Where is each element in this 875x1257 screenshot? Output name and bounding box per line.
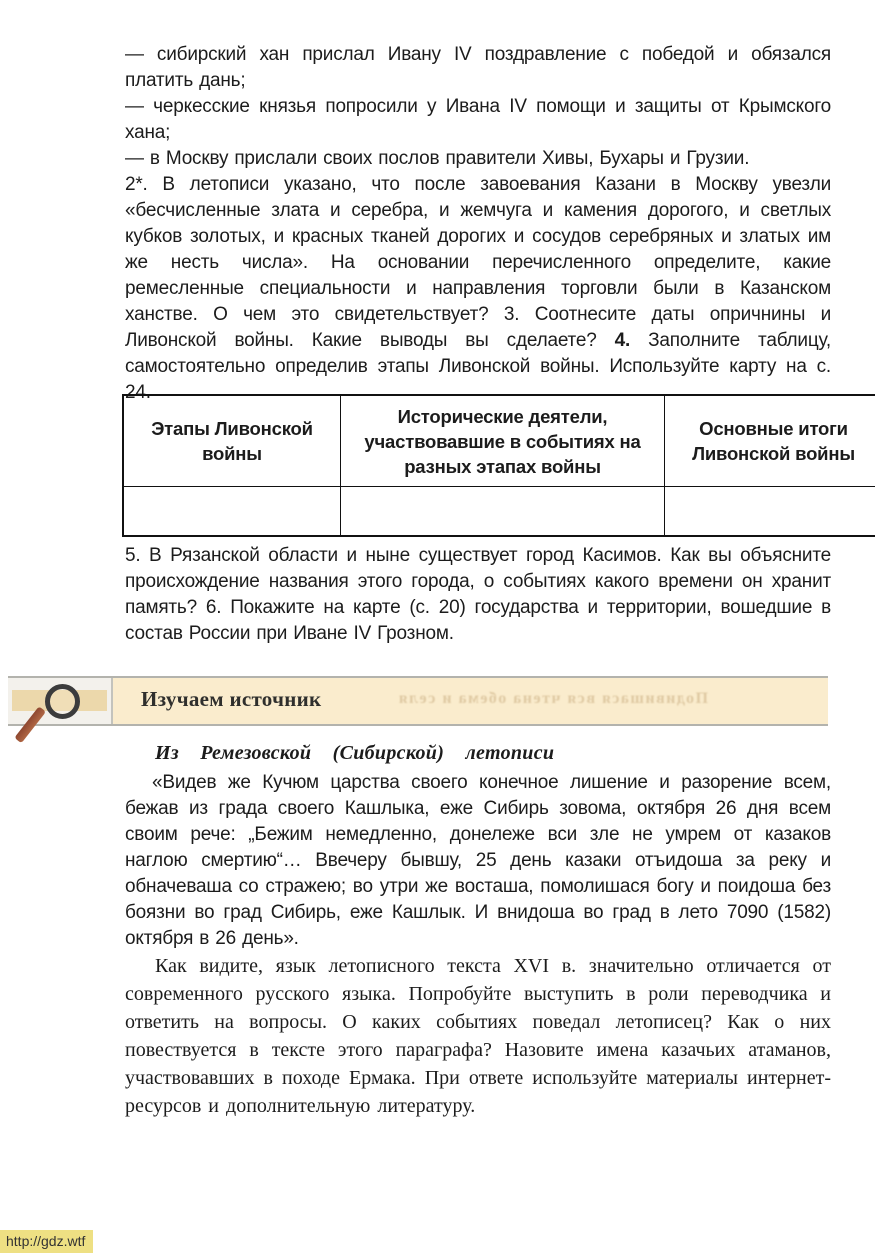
section-banner bbox=[8, 676, 828, 726]
source-heading: Из Ремезовской (Сибирской) летописи bbox=[155, 742, 555, 764]
table-header-stages: Этапы Ливонской войны bbox=[123, 395, 341, 487]
bullet-item-moscow-envoys: — в Москву прислали своих послов правители Хивы, Бухары и Грузии. bbox=[125, 148, 750, 169]
chronicle-quote-paragraph: «Видев же Кучюм царства своего конечное лишение и разорение всем, бежав из града своего Кашлыка, еже Сибирь зовома, октября 26 дня всем своим рече: „Бежим немедленно, донележе вси зле не умрем от казаков наглою смертию“… Ввечеру бывшу, 25 день казаки отъидоша за реку и обначеваша со стражею; во утри же восташа, помолишася богу и поидоша без боязни во град Сибирь, еже Кашлык. И внидоша во град в лето 7090 (1582) октября в 26 день». bbox=[125, 772, 831, 949]
table-header-results: Основные итоги Ливонской войны bbox=[665, 395, 875, 487]
table-header-row bbox=[123, 395, 875, 487]
bullet-item-siberian-khan: — сибирский хан прислал Ивану IV поздравление с победой и обязался платить дань; bbox=[125, 44, 831, 91]
question-4-number: 4. bbox=[614, 330, 631, 351]
table-cell-figures-empty bbox=[341, 487, 665, 537]
bullet-item-circassian-princes: — черкесские князья попросили у Ивана IV помощи и защиты от Крымского хана; bbox=[125, 96, 831, 143]
questions-2-3-4-paragraph bbox=[125, 172, 831, 406]
table-cell-results-empty bbox=[665, 487, 875, 537]
livonian-war-table bbox=[122, 394, 875, 537]
magnifier-lens bbox=[45, 684, 80, 719]
questions-5-6-block bbox=[125, 543, 831, 647]
commentary-paragraph: Как видите, язык летописного текста XVI в. значительно отличается от современного русского языка. Попробуйте выступить в роли переводчика и ответить на вопросы. О каких событиях поведал летописец? Как о них повествуется в тексте этого параграфа? Назовите имена казачьих атаманов, участвовавших в походе Ермака. При ответе используйте материалы интернет-ресурсов и дополнительную литературу. bbox=[125, 955, 831, 1117]
table-row bbox=[123, 487, 875, 537]
question-4-text: Заполните таблицу, самостоятельно определив этапы Ливонской войны. Используйте карту на с. 24. bbox=[125, 330, 831, 403]
table-cell-stages-empty bbox=[123, 487, 341, 537]
section-title: Изучаем источник bbox=[141, 687, 322, 711]
watermark-url: http://gdz.wtf bbox=[0, 1230, 93, 1253]
magnifier-handle bbox=[14, 706, 46, 743]
show-through-text: Подивишася вся чтена обема и селя bbox=[397, 690, 708, 707]
questions-5-6-paragraph: 5. В Рязанской области и ныне существует город Касимов. Как вы объясните происхождение названия этого города, о событиях какого времени он хранит память? 6. Покажите на карте (с. 20) государства и территории, вошедшие в состав России при Иване IV Грозном. bbox=[125, 545, 831, 644]
questions-block bbox=[125, 42, 831, 406]
table-header-figures: Исторические деятели, участвовавшие в событиях на разных этапах войны bbox=[341, 395, 665, 487]
question-2-3-text: 2*. В летописи указано, что после завоевания Казани в Москву увезли «бесчисленные злата и серебра, и жемчуга и камения дорогого, и светлых кубков золотых, и красных тканей дорогих и сосудов серебряных и златых им же несть числа». На основании перечисленного определите, какие ремесленные специальности и направления торговли были в Казанском ханстве. О чем это свидетельствует? 3. Соотнесите даты опричнины и Ливонской войны. Какие выводы вы сделаете? bbox=[125, 174, 831, 351]
magnifier-icon bbox=[8, 678, 113, 724]
